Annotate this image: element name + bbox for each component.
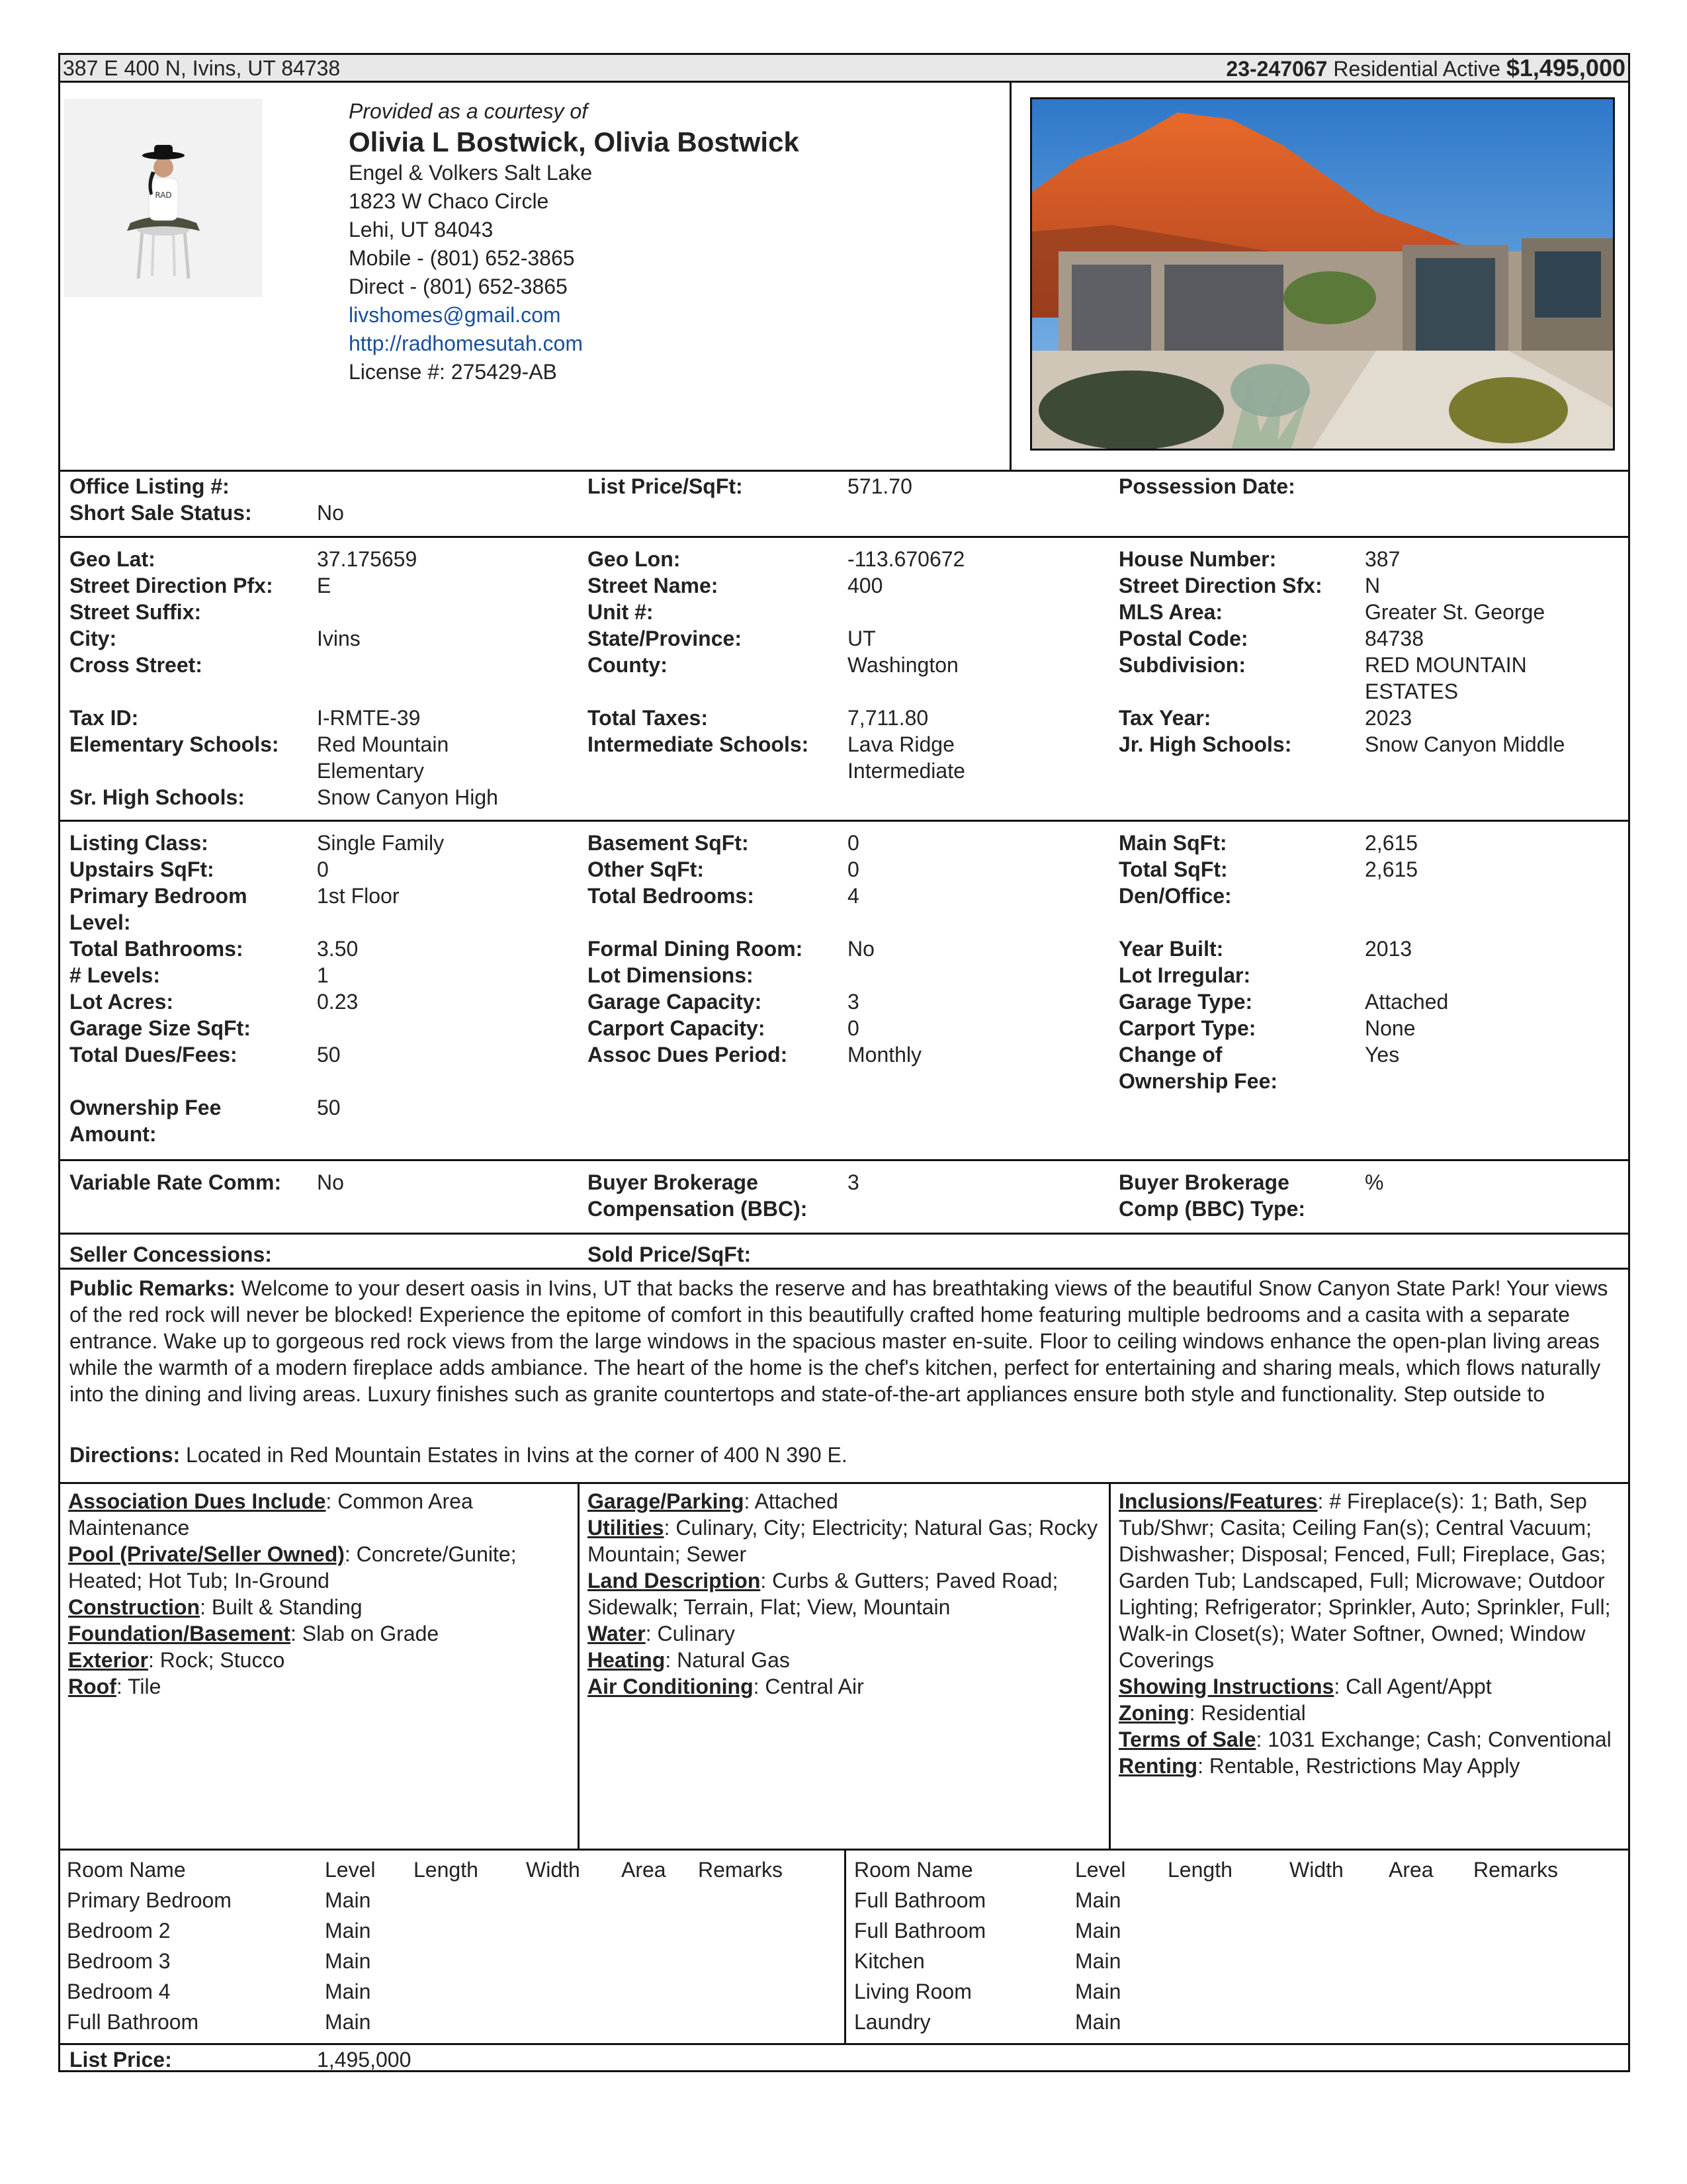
change-ownership-label-1: Change of (1119, 1043, 1223, 1067)
bbc-type-label-1: Buyer Brokerage (1119, 1170, 1289, 1194)
state-label: State/Province: (587, 627, 742, 650)
public-remarks (69, 1275, 1622, 1407)
rooms-right-header-length: Length (1168, 1858, 1233, 1882)
room-left-1-level: Main (325, 1888, 371, 1912)
total-bedrooms-label: Total Bedrooms: (587, 884, 754, 908)
dues-label: Total Dues/Fees: (69, 1043, 238, 1067)
rooms-right-header-area: Area (1389, 1858, 1434, 1882)
garage-size-label: Garage Size SqFt: (69, 1016, 251, 1040)
geo-lon-value: -113.670672 (847, 547, 965, 571)
intermediate-value-2: Intermediate (847, 759, 965, 783)
mls-area-value: Greater St. George (1365, 600, 1545, 624)
lot-acres-label: Lot Acres: (69, 990, 174, 1014)
change-ownership-label-2: Ownership Fee: (1119, 1069, 1278, 1093)
agent-photo (64, 99, 263, 297)
year-built-value: 2013 (1365, 937, 1412, 961)
carport-type-value: None (1365, 1016, 1416, 1040)
feature-water: Water: Culinary (587, 1622, 735, 1645)
tax-year-value: 2023 (1365, 706, 1412, 730)
lot-dimensions-label: Lot Dimensions: (587, 963, 754, 987)
carport-type-label: Carport Type: (1119, 1016, 1256, 1040)
county-label: County: (587, 653, 668, 677)
rooms-right-header-level: Level (1075, 1858, 1126, 1882)
total-sqft-label: Total SqFt: (1119, 857, 1228, 881)
geo-lon-label: Geo Lon: (587, 547, 681, 571)
garage-type-value: Attached (1365, 990, 1449, 1014)
list-price-sqft-label: List Price/SqFt: (587, 474, 743, 498)
room-right-2-level: Main (1075, 1919, 1121, 1943)
rooms-left-header-length: Length (413, 1858, 478, 1882)
rooms-left-header-name: Room Name (67, 1858, 186, 1882)
room-left-2-name: Bedroom 2 (67, 1919, 171, 1943)
basement-sqft-label: Basement SqFt: (587, 831, 749, 855)
features-col-1 (60, 1484, 578, 1849)
room-left-2-level: Main (325, 1919, 371, 1943)
ownership-fee-amount-value: 50 (317, 1096, 341, 1119)
section-compensation (60, 1161, 1628, 1235)
den-office-label: Den/Office: (1119, 884, 1232, 908)
feature-roof: Roof: Tile (68, 1675, 161, 1698)
section-listing-info (60, 472, 1628, 538)
subdivision-value-2: ESTATES (1365, 679, 1459, 703)
feature-showing: Showing Instructions: Call Agent/Appt (1119, 1675, 1492, 1698)
short-sale-value: No (317, 501, 344, 525)
listing-status (1226, 55, 1625, 82)
room-right-5-level: Main (1075, 2010, 1121, 2034)
street-suffix-label: Street Suffix: (69, 600, 202, 624)
street-name-label: Street Name: (587, 574, 718, 597)
jr-high-value: Snow Canyon Middle (1365, 732, 1565, 756)
agent-name: Olivia L Bostwick, Olivia Bostwick (349, 126, 799, 157)
section-rooms (60, 1851, 1628, 2045)
street-dir-pfx-label: Street Direction Pfx: (69, 574, 273, 597)
rooms-left-header-level: Level (325, 1858, 376, 1882)
primary-bed-level-label-1: Primary Bedroom (69, 884, 247, 908)
agent-direct: Direct - (801) 652-3865 (349, 275, 568, 298)
county-value: Washington (847, 653, 959, 677)
garage-type-label: Garage Type: (1119, 990, 1253, 1014)
lot-acres-value: 0.23 (317, 990, 359, 1014)
main-sqft-value: 2,615 (1365, 831, 1418, 855)
section-property-details (60, 822, 1628, 1161)
listing-sheet (58, 53, 1630, 2072)
feature-ac: Air Conditioning: Central Air (587, 1675, 864, 1698)
levels-label: # Levels: (69, 963, 160, 987)
feature-renting: Renting: Rentable, Restrictions May Apply (1119, 1754, 1520, 1778)
room-right-1-level: Main (1075, 1888, 1121, 1912)
elementary-label: Elementary Schools: (69, 732, 279, 756)
directions-label: Directions: (69, 1443, 181, 1467)
upstairs-sqft-label: Upstairs SqFt: (69, 857, 214, 881)
sold-price-sqft-label: Sold Price/SqFt: (587, 1243, 752, 1266)
section-sale (60, 1235, 1628, 1268)
feature-heating: Heating: Natural Gas (587, 1648, 790, 1672)
primary-bed-level-label-2: Level: (69, 910, 131, 934)
intermediate-label: Intermediate Schools: (587, 732, 809, 756)
feature-utilities: Utilities: Culinary, City; Electricity; Natural Gas; Rocky Mountain; Sewer (587, 1516, 1098, 1566)
other-sqft-label: Other SqFt: (587, 857, 704, 881)
svg-text:RAD: RAD (155, 191, 172, 200)
total-taxes-value: 7,711.80 (847, 706, 929, 730)
rooms-right-header-remarks: Remarks (1473, 1858, 1559, 1882)
house-number-label: House Number: (1119, 547, 1277, 571)
formal-dining-value: No (847, 937, 875, 961)
unit-label: Unit #: (587, 600, 654, 624)
mls-area-label: MLS Area: (1119, 600, 1223, 624)
bbc-label-1: Buyer Brokerage (587, 1170, 758, 1194)
listing-class-label: Listing Class: (69, 831, 208, 855)
elementary-value-2: Elementary (317, 759, 424, 783)
status-text: Residential Active (1333, 57, 1500, 81)
header-price: $1,495,000 (1506, 54, 1625, 81)
section-list-price (60, 2045, 1628, 2074)
street-dir-pfx-value: E (317, 574, 331, 597)
list-price-sqft-value: 571.70 (847, 474, 912, 498)
agent-license: License #: 275429-AB (349, 360, 557, 384)
feature-pool: Pool (Private/Seller Owned): Concrete/Gunite; Heated; Hot Tub; In-Ground (68, 1542, 517, 1593)
levels-value: 1 (317, 963, 329, 987)
agent-info (349, 97, 799, 386)
bbc-type-value: % (1365, 1170, 1384, 1194)
elementary-value-1: Red Mountain (317, 732, 449, 756)
street-dir-sfx-value: N (1365, 574, 1381, 597)
feature-construction: Construction: Built & Standing (68, 1595, 363, 1619)
total-bedrooms-value: 4 (847, 884, 859, 908)
section-remarks (60, 1268, 1628, 1484)
street-name-value: 400 (847, 574, 883, 597)
room-right-4-level: Main (1075, 1980, 1121, 2003)
list-price-value: 1,495,000 (317, 2048, 411, 2072)
room-left-4-level: Main (325, 1980, 371, 2003)
rooms-right-header-width: Width (1289, 1858, 1344, 1882)
lot-irregular-label: Lot Irregular: (1119, 963, 1251, 987)
agent-city: Lehi, UT 84043 (349, 218, 494, 241)
total-baths-label: Total Bathrooms: (69, 937, 243, 961)
ownership-fee-amount-label-1: Ownership Fee (69, 1096, 222, 1119)
room-right-2-name: Full Bathroom (854, 1919, 986, 1943)
subdivision-value-1: RED MOUNTAIN (1365, 653, 1527, 677)
other-sqft-value: 0 (847, 857, 859, 881)
agent-email-link[interactable]: livshomes@gmail.com (349, 303, 561, 327)
office-listing-label: Office Listing #: (69, 474, 230, 498)
garage-capacity-value: 3 (847, 990, 859, 1014)
feature-exterior: Exterior: Rock; Stucco (68, 1648, 285, 1672)
main-sqft-label: Main SqFt: (1119, 831, 1227, 855)
room-right-1-name: Full Bathroom (854, 1888, 986, 1912)
carport-capacity-value: 0 (847, 1016, 859, 1040)
section-location (60, 538, 1628, 822)
feature-zoning: Zoning: Residential (1119, 1701, 1306, 1725)
public-remarks-label: Public Remarks: (69, 1276, 236, 1300)
state-value: UT (847, 627, 876, 650)
room-right-4-name: Living Room (854, 1980, 972, 2003)
basement-sqft-value: 0 (847, 831, 859, 855)
city-value: Ivins (317, 627, 361, 650)
feature-land: Land Description: Curbs & Gutters; Paved Road; Sidewalk; Terrain, Flat; View, Mountain (587, 1569, 1059, 1619)
intermediate-value-1: Lava Ridge (847, 732, 955, 756)
feature-assoc-dues: Association Dues Include: Common Area Maintenance (68, 1489, 473, 1540)
public-remarks-text: Welcome to your desert oasis in Ivins, UT that backs the reserve and has breathtaking views of the beautiful Snow Canyon State Park! Your views of the red rock will never be blocked! Experience the epitome of comfort in this beautifully crafted home featuring multiple bedrooms and a casita with a separate entrance. Wake up to gorgeous red rock views from the large windows in the spacious master en-suite. Floor to ceiling windows enhance the open-plan living areas while the warmth of a modern fireplace adds ambiance. The heart of the home is the chef's kitchen, perfect for entertaining and sharing meals, which flows naturally into the dining and living areas. Luxury finishes such as granite countertops and state-of-the-art appliances ensure both style and functionality. Step outside to (69, 1276, 1608, 1406)
list-price-label: List Price: (69, 2048, 172, 2072)
variable-rate-label: Variable Rate Comm: (69, 1170, 282, 1194)
room-left-5-level: Main (325, 2010, 371, 2034)
agent-section (60, 83, 1628, 472)
ownership-fee-amount-label-2: Amount: (69, 1122, 157, 1146)
subdivision-label: Subdivision: (1119, 653, 1246, 677)
agent-website-link[interactable]: http://radhomesutah.com (349, 331, 583, 355)
house-number-value: 387 (1365, 547, 1401, 571)
feature-inclusions: Inclusions/Features: # Fireplace(s): 1; Bath, Sep Tub/Shwr; Casita; Ceiling Fan(s); Central Vacuum; Dishwasher; Disposal; Fenced, Full; Fireplace, Gas; Garden Tub; Landscaped, Full; Microwave; Outdoor Lighting; Refrigerator; Sprinkler, Auto; Sprinkler, Full; Walk-in Closet(s); Water Softner, Owned; Window Coverings (1119, 1489, 1611, 1672)
room-left-4-name: Bedroom 4 (67, 1980, 171, 2003)
geo-lat-value: 37.175659 (317, 547, 417, 571)
postal-code-value: 84738 (1365, 627, 1424, 650)
postal-code-label: Postal Code: (1119, 627, 1248, 650)
agent-street: 1823 W Chaco Circle (349, 189, 549, 213)
geo-lat-label: Geo Lat: (69, 547, 155, 571)
street-dir-sfx-label: Street Direction Sfx: (1119, 574, 1322, 597)
sr-high-label: Sr. High Schools: (69, 785, 245, 809)
feature-terms: Terms of Sale: 1031 Exchange; Cash; Conventional (1119, 1727, 1612, 1751)
room-right-5-name: Laundry (854, 2010, 931, 2034)
features-col-2 (580, 1484, 1109, 1849)
courtesy-text: Provided as a courtesy of (349, 99, 588, 123)
rooms-left-header-width: Width (526, 1858, 580, 1882)
agent-divider (1010, 83, 1012, 470)
year-built-label: Year Built: (1119, 937, 1224, 961)
sr-high-value: Snow Canyon High (317, 785, 498, 809)
rooms-left-header-remarks: Remarks (698, 1858, 783, 1882)
dues-value: 50 (317, 1043, 341, 1067)
possession-date-label: Possession Date: (1119, 474, 1295, 498)
listing-header (60, 55, 1628, 83)
carport-capacity-label: Carport Capacity: (587, 1016, 765, 1040)
room-right-3-name: Kitchen (854, 1949, 925, 1973)
upstairs-sqft-value: 0 (317, 857, 329, 881)
feature-garage-parking: Garage/Parking: Attached (587, 1489, 838, 1513)
assoc-dues-period-value: Monthly (847, 1043, 922, 1067)
agent-company: Engel & Volkers Salt Lake (349, 161, 593, 185)
primary-bed-level-value: 1st Floor (317, 884, 400, 908)
tax-id-label: Tax ID: (69, 706, 139, 730)
property-address: 387 E 400 N, Ivins, UT 84738 (63, 56, 341, 80)
room-left-1-name: Primary Bedroom (67, 1888, 232, 1912)
assoc-dues-period-label: Assoc Dues Period: (587, 1043, 788, 1067)
rooms-divider (844, 1851, 846, 2043)
directions-text: Located in Red Mountain Estates in Ivins at the corner of 400 N 390 E. (186, 1443, 847, 1467)
change-ownership-value: Yes (1365, 1043, 1400, 1067)
total-taxes-label: Total Taxes: (587, 706, 708, 730)
rooms-right-header-name: Room Name (854, 1858, 973, 1882)
directions (69, 1442, 1622, 1468)
property-photo (1030, 97, 1615, 451)
total-sqft-value: 2,615 (1365, 857, 1418, 881)
bbc-label-2: Compensation (BBC): (587, 1197, 808, 1221)
jr-high-label: Jr. High Schools: (1119, 732, 1292, 756)
tax-year-label: Tax Year: (1119, 706, 1211, 730)
room-right-3-level: Main (1075, 1949, 1121, 1973)
listing-class-value: Single Family (317, 831, 445, 855)
tax-id-value: I-RMTE-39 (317, 706, 421, 730)
section-features (60, 1484, 1628, 1851)
total-baths-value: 3.50 (317, 937, 359, 961)
bbc-type-label-2: Comp (BBC) Type: (1119, 1197, 1306, 1221)
short-sale-label: Short Sale Status: (69, 501, 252, 525)
feature-foundation: Foundation/Basement: Slab on Grade (68, 1622, 439, 1645)
rooms-left-header-area: Area (621, 1858, 666, 1882)
features-col-3 (1111, 1484, 1632, 1849)
variable-rate-value: No (317, 1170, 344, 1194)
room-left-3-name: Bedroom 3 (67, 1949, 171, 1973)
room-left-5-name: Full Bathroom (67, 2010, 199, 2034)
garage-capacity-label: Garage Capacity: (587, 990, 762, 1014)
city-label: City: (69, 627, 117, 650)
cross-street-label: Cross Street: (69, 653, 202, 677)
formal-dining-label: Formal Dining Room: (587, 937, 803, 961)
room-left-3-level: Main (325, 1949, 371, 1973)
mls-number: 23-247067 (1226, 57, 1328, 81)
seller-concessions-label: Seller Concessions: (69, 1243, 272, 1266)
agent-mobile: Mobile - (801) 652-3865 (349, 246, 575, 270)
bbc-value: 3 (847, 1170, 859, 1194)
